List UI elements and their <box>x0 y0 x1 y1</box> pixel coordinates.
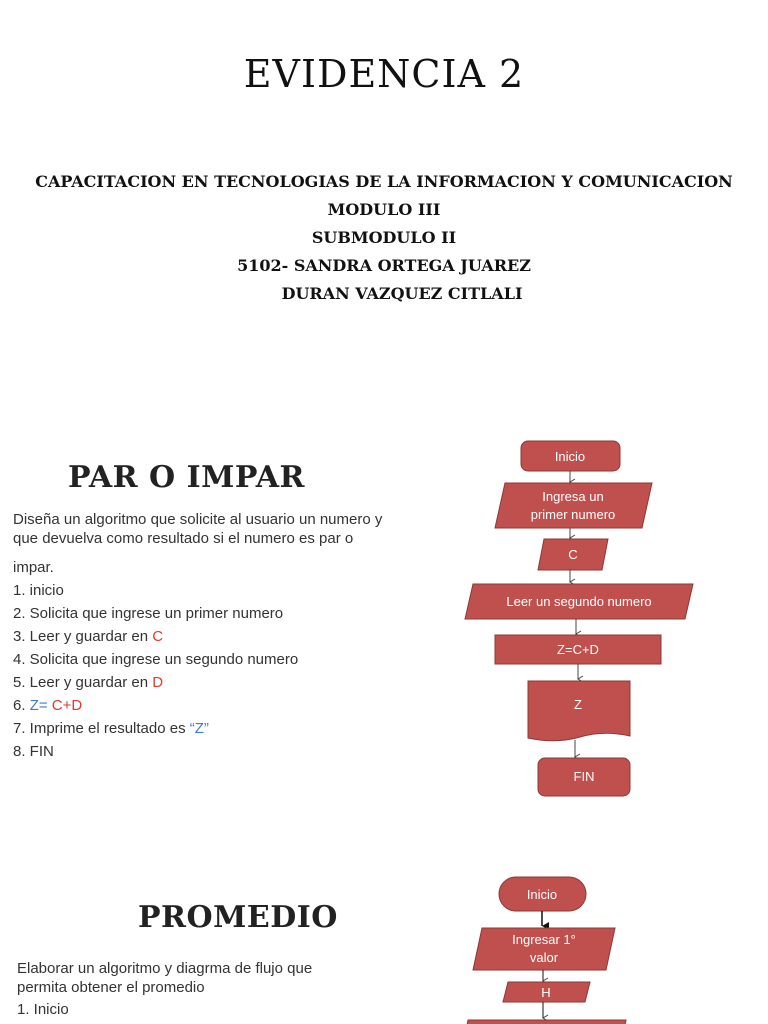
header-submodule: SUBMODULO II <box>311 228 457 247</box>
flow-process-label: Z=C+D <box>557 642 599 657</box>
promedio-desc-line1: Elaborar un algoritmo y diagrma de flujo que <box>17 960 313 977</box>
par-impar-desc-line3: impar. <box>13 559 54 576</box>
flow-read-label: Leer un segundo numero <box>506 594 652 609</box>
step-expression: C+D <box>51 697 83 714</box>
step-item: 4. Solicita que ingrese un segundo numero <box>13 651 299 668</box>
step-variable: “Z” <box>189 720 209 737</box>
section-title-promedio: PROMEDIO <box>138 900 338 935</box>
document-title: EVIDENCIA 2 <box>243 52 525 96</box>
step-text: 3. Leer y guardar en <box>13 628 153 645</box>
promedio-desc-line2: permita obtener el promedio <box>17 979 205 996</box>
flow-output-label: Z <box>574 697 582 712</box>
step-item: 1. Inicio <box>17 1001 69 1018</box>
header-author-1: 5102- SANDRA ORTEGA JUAREZ <box>237 256 531 275</box>
flowchart-par-impar <box>465 441 693 796</box>
flow-start-label: Inicio <box>526 887 558 902</box>
section-title-par-impar: PAR O IMPAR <box>68 460 305 495</box>
step-item: 2. Solicita que ingrese un primer numero <box>13 605 284 622</box>
header-course: CAPACITACION EN TECNOLOGIAS DE LA INFORMACION Y COMUNICACION <box>35 172 733 191</box>
step-text: 5. Leer y guardar en <box>13 674 153 691</box>
header-author-2: DURAN VAZQUEZ CITLALI <box>281 284 523 303</box>
flow-input-label-line2: primer numero <box>530 507 616 522</box>
step-variable: D <box>152 674 164 691</box>
flow-input-label-line1: Ingresar 1° <box>512 932 576 947</box>
par-impar-desc-line1: Diseña un algoritmo que solicite al usuario un numero y <box>13 511 383 528</box>
flow-input-label-line2: valor <box>529 950 559 965</box>
step-text: 7. Imprime el resultado es <box>13 720 190 737</box>
step-text: 6. <box>13 697 30 714</box>
flow-end-label: FIN <box>573 769 595 784</box>
flow-variable-label: H <box>541 985 551 1000</box>
flow-next-parallelogram <box>466 1020 626 1024</box>
step-item: 1. inicio <box>13 582 64 599</box>
header-module: MODULO III <box>327 200 441 219</box>
flow-start-label: Inicio <box>554 449 586 464</box>
step-variable: C <box>152 628 164 645</box>
step-variable: Z= <box>29 697 52 714</box>
flowchart-promedio <box>466 877 626 1024</box>
par-impar-desc-line2: que devuelva como resultado si el numero es par o <box>13 530 354 547</box>
flow-variable-label: C <box>568 547 578 562</box>
step-item: 8. FIN <box>13 743 54 760</box>
flow-input-label-line1: Ingresa un <box>542 489 604 504</box>
